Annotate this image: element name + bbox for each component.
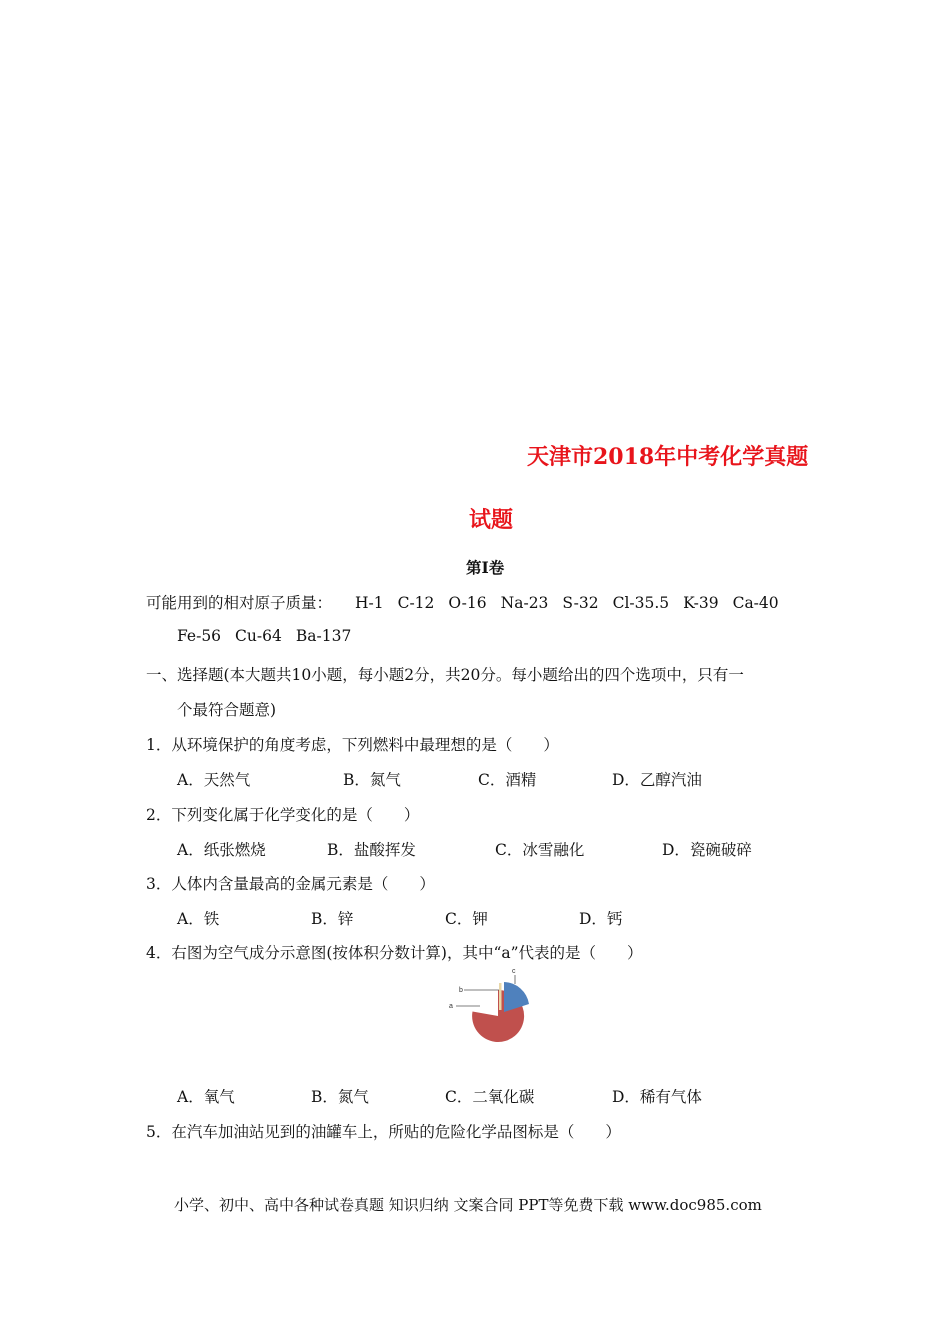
question-option: B．氮气 xyxy=(311,1088,369,1106)
atomic-mass-label: 可能用到的相对原子质量： xyxy=(146,594,333,612)
air-composition-figure xyxy=(448,966,538,1058)
atomic-mass-item: Cl-35.5 xyxy=(612,594,670,612)
atomic-masses-row1 xyxy=(350,594,793,612)
atomic-mass-item: O-16 xyxy=(448,594,487,612)
question-option: D．瓷碗破碎 xyxy=(662,841,752,859)
atomic-mass-item: Ca-40 xyxy=(732,594,779,612)
atomic-mass-item: Cu-64 xyxy=(235,627,282,645)
question-option: D．钙 xyxy=(579,910,623,928)
atomic-mass-item: S-32 xyxy=(562,594,599,612)
page-title-line1: 天津市2018年中考化学真题 xyxy=(527,444,809,470)
air-composition-pie xyxy=(448,966,538,1058)
question-option: B．锌 xyxy=(311,910,354,928)
pie-label-c: c xyxy=(512,968,516,975)
question-stem: 1．从环境保护的角度考虑，下列燃料中最理想的是（ ） xyxy=(146,736,559,754)
atomic-mass-item: K-39 xyxy=(683,594,719,612)
question-option: C．酒精 xyxy=(478,771,537,789)
question-option: A．氧气 xyxy=(177,1088,235,1106)
question-stem: 2．下列变化属于化学变化的是（ ） xyxy=(146,806,420,824)
pie-slice-c xyxy=(504,982,529,1012)
question-stem: 5．在汽车加油站见到的油罐车上，所贴的危险化学品图标是（ ） xyxy=(146,1123,621,1141)
atomic-mass-item: Na-23 xyxy=(500,594,549,612)
part1-heading-cont: 个最符合题意) xyxy=(177,701,277,719)
page-title-line2: 试题 xyxy=(469,507,514,533)
question-option: D．稀有气体 xyxy=(612,1088,702,1106)
part1-heading: 一、选择题(本大题共10小题，每小题2分，共20分。每小题给出的四个选项中，只有一 xyxy=(146,666,744,684)
atomic-mass-item: Fe-56 xyxy=(177,627,222,645)
atomic-mass-line xyxy=(146,591,793,613)
atomic-mass-item: H-1 xyxy=(354,594,384,612)
atomic-masses-row2 xyxy=(177,627,365,645)
question-option: C．钾 xyxy=(445,910,488,928)
question-option: D．乙醇汽油 xyxy=(612,771,702,789)
atomic-mass-item: Ba-137 xyxy=(295,627,352,645)
question-option: A．天然气 xyxy=(177,771,251,789)
page-footer: 小学、初中、高中各种试卷真题 知识归纳 文案合同 PPT等免费下载 www.doc985.com xyxy=(174,1196,762,1214)
question-option: B．盐酸挥发 xyxy=(327,841,416,859)
question-option: B．氮气 xyxy=(343,771,401,789)
atomic-mass-item: C-12 xyxy=(397,594,435,612)
pie-label-b: b xyxy=(459,987,463,994)
section-heading: 第I卷 xyxy=(466,558,505,577)
pie-slice-b-sliver xyxy=(499,983,502,1010)
question-stem: 3．人体内含量最高的金属元素是（ ） xyxy=(146,875,435,893)
pie-label-a: a xyxy=(449,1003,453,1010)
question-option: A．铁 xyxy=(177,910,220,928)
question-option: C．冰雪融化 xyxy=(495,841,585,859)
question-option: C．二氧化碳 xyxy=(445,1088,535,1106)
question-stem: 4．右图为空气成分示意图(按体积分数计算)，其中“a”代表的是（ ） xyxy=(146,944,643,962)
question-option: A．纸张燃烧 xyxy=(177,841,266,859)
